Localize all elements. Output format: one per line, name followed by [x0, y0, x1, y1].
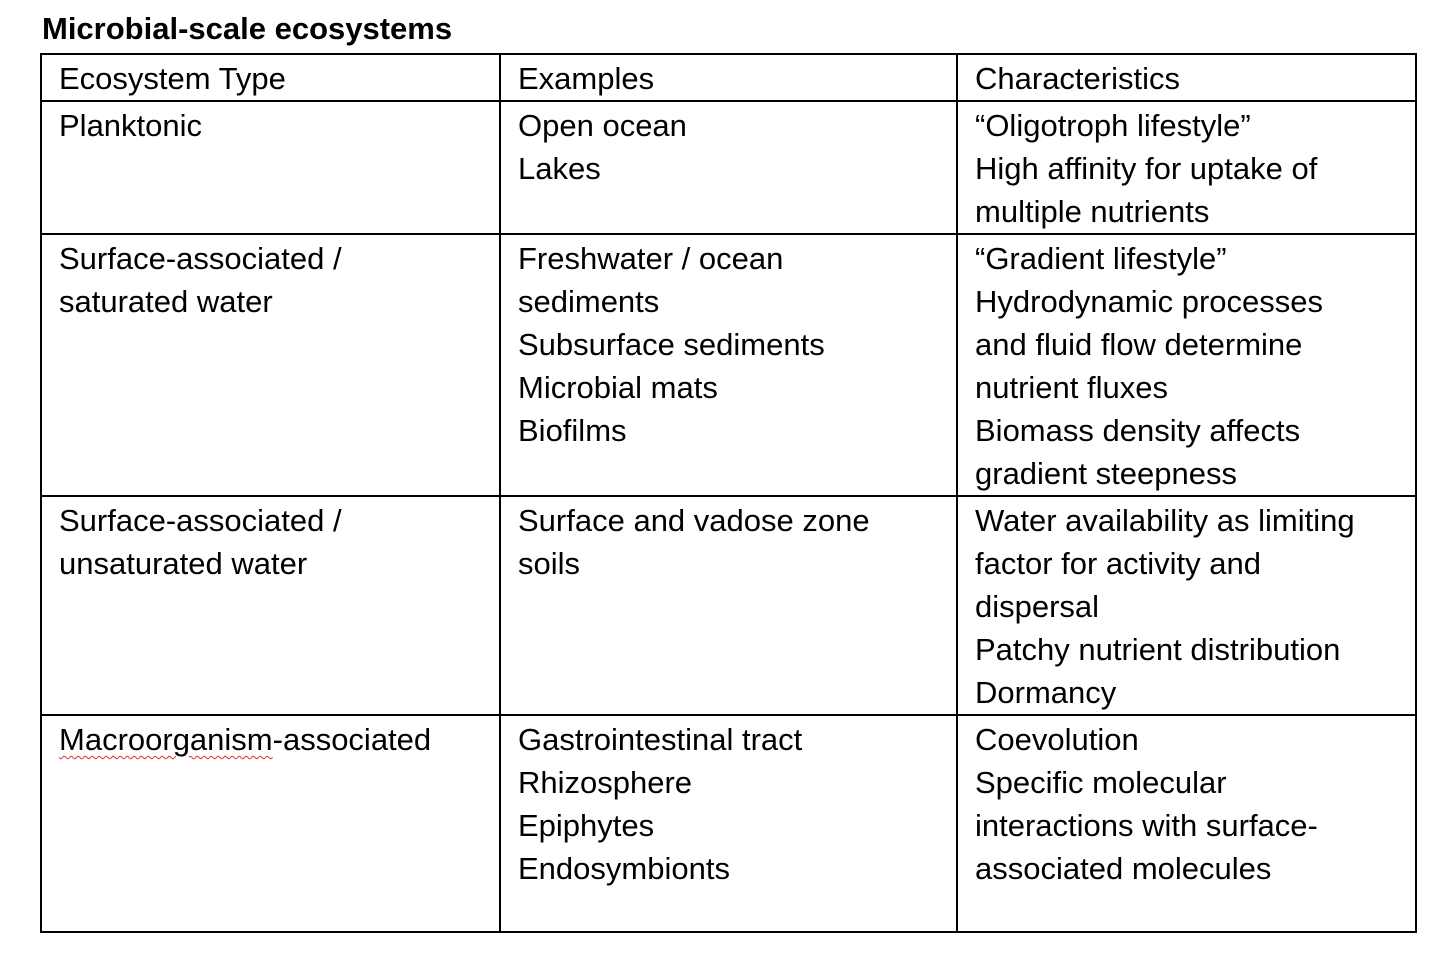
cell-examples: Surface and vadose zone soils	[500, 496, 957, 715]
table-row	[41, 234, 1416, 496]
cell-characteristics: Water availability as limiting factor for activity and dispersal Patchy nutrient distribution Dormancy	[957, 496, 1416, 715]
cell-characteristics: “Gradient lifestyle” Hydrodynamic processes and fluid flow determine nutrient fluxes Biomass density affects gradient steepness	[957, 234, 1416, 496]
cell-characteristics: “Oligotroph lifestyle” High affinity for uptake of multiple nutrients	[957, 101, 1416, 234]
page-title: Microbial-scale ecosystems	[42, 11, 453, 46]
cell-examples: Open ocean Lakes	[500, 101, 957, 234]
header-cell-characteristics: Characteristics	[957, 54, 1416, 101]
table-row	[41, 496, 1416, 715]
cell-ecosystem-type: Macroorganism-associated	[41, 715, 500, 932]
table-row	[41, 101, 1416, 234]
cell-ecosystem-type: Surface-associated / unsaturated water	[41, 496, 500, 715]
cell-examples: Freshwater / ocean sediments Subsurface sediments Microbial mats Biofilms	[500, 234, 957, 496]
table-row	[41, 715, 1416, 932]
header-cell-ecosystem-type: Ecosystem Type	[41, 54, 500, 101]
header-cell-examples: Examples	[500, 54, 957, 101]
cell-characteristics: Coevolution Specific molecular interactions with surface- associated molecules	[957, 715, 1416, 932]
cell-ecosystem-type: Planktonic	[41, 101, 500, 234]
cell-ecosystem-type: Surface-associated / saturated water	[41, 234, 500, 496]
ecosystems-table	[40, 53, 1417, 933]
table-header-row	[41, 54, 1416, 101]
cell-examples: Gastrointestinal tract Rhizosphere Epiphytes Endosymbionts	[500, 715, 957, 932]
spellcheck-flagged-word: Macroorganism	[59, 722, 273, 757]
